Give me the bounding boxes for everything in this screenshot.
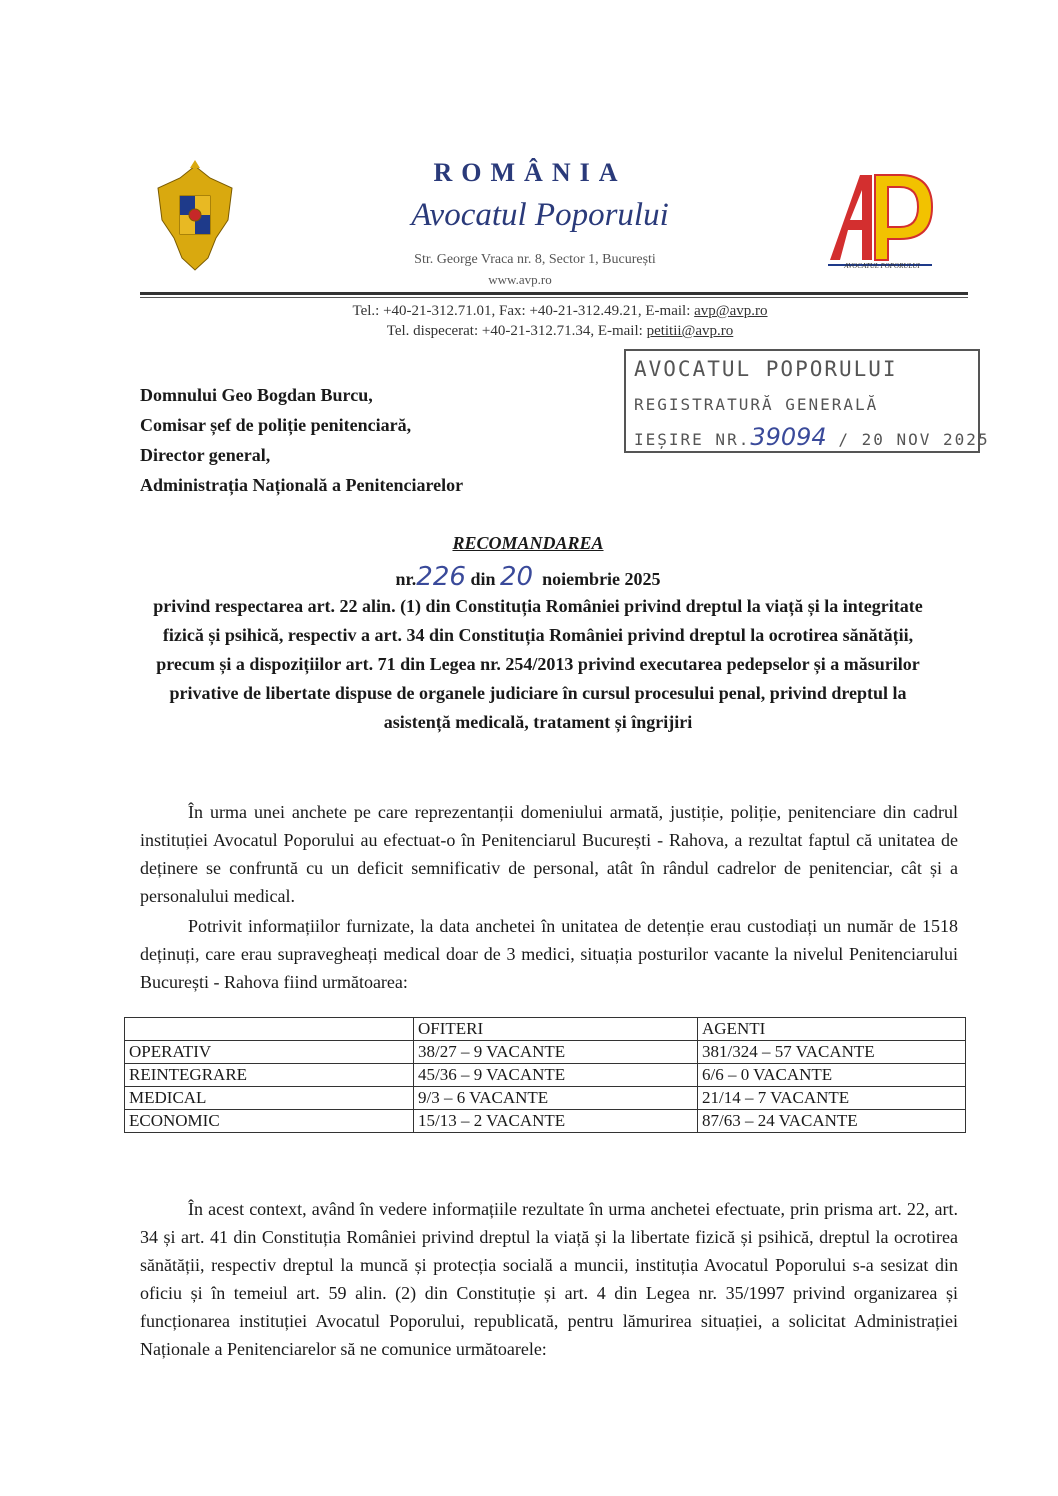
body-paragraph-3: În acest context, având în vedere informațiile rezultate în urma anchetei efectuate, prin prisma art. 22, art. 34 și art. 41 din Constituția României privind dreptul la viață și la libertate fizică și psihică, dreptul la ocrotirea sănătății, respectiv dreptul la muncă și protecția socială a muncii, instituția Avocatul Poporului s-a sesizat din oficiu și în temeiul art. 59 alin. (2) din Constituție și art. 4 din Legea nr. 35/1997 privind organizarea și funcționarea instituției Avocatul Poporului, republicată, pentru lămurirea situației, a solicitat Administrației Naționale a Penitenciarelor să ne comunice următoarele: [140, 1199, 958, 1359]
logo-caption: AVOCATUL POPORULUI [844, 262, 920, 270]
table-header-cell [125, 1018, 414, 1041]
table-cell: OPERATIV [125, 1041, 414, 1064]
table-cell: 6/6 – 0 VACANTE [698, 1064, 966, 1087]
stamp-exit-number: IEȘIRE NR.39094 / 20 NOV 2025 [634, 423, 990, 451]
contact-email-link[interactable]: avp@avp.ro [694, 303, 768, 319]
table-cell: ECONOMIC [125, 1110, 414, 1133]
table-header-row [125, 1018, 966, 1041]
addressee-institution: Administrația Națională a Penitenciarelor [140, 475, 464, 495]
header-divider [140, 292, 968, 295]
table-cell: REINTEGRARE [125, 1064, 414, 1087]
document-subject: privind respectarea art. 22 alin. (1) din Constituția României privind dreptul la viață și la integritate fizică și psihică, respectiv a art. 34 din Constituția României privind dreptul la ocrotirea sănătății, precum și a dispozițiilor art. 71 din Legea nr. 254/2013 privind executarea pedepselor și a măsurilor privative de libertate dispuse de organele judiciare în cursul procesului penal, privind dreptul la asistență medicală, tratament și îngrijiri [153, 596, 923, 732]
table-row [125, 1087, 966, 1110]
country-name: ROMÂNIA [433, 158, 627, 187]
contact-dispatch-phone: Tel. dispecerat: +40-21-312.71.34, E-mail: [386, 323, 647, 339]
table-row [125, 1041, 966, 1064]
body-paragraph-1: În urma unei anchete pe care reprezentanții domeniului armată, justiție, poliție, penitenciare din cadrul instituției Avocatul Poporului au efectuat-o în Penitenciarul București - Rahova, a rezultat faptul că unitatea de deținere se confruntă cu un deficit semnificativ de personal, atât în rândul cadrelor de penitenciar, cât și a personalului medical. [140, 802, 958, 906]
table-cell: 87/63 – 24 VACANTE [698, 1110, 966, 1133]
stamp-date: 20 NOV 2025 [861, 430, 990, 449]
addressee-position: Director general, [140, 445, 271, 465]
table-cell: 9/3 – 6 VACANTE [414, 1087, 698, 1110]
institution-address: Str. George Vraca nr. 8, Sector 1, București [414, 252, 656, 267]
registry-stamp [624, 349, 990, 453]
addressee-name: Domnului Geo Bogdan Burcu, [140, 385, 373, 405]
contact-line-2 [240, 323, 880, 340]
stamp-registry: REGISTRATURĂ GENERALĂ [634, 395, 879, 414]
table-header-cell: OFITERI [414, 1018, 698, 1041]
addressee-block [140, 380, 463, 500]
body-paragraph-2: Potrivit informațiilor furnizate, la data anchetei în unitatea de detenție erau custodiați un număr de 1518 deținuți, care erau supravegheați medical doar de 3 medici, situația posturilor vacante la nivelul Penitenciarului București - Rahova fiind următoarea: [140, 916, 958, 992]
handwritten-number: 226 [416, 562, 466, 592]
institution-name: Avocatul Poporului [411, 197, 669, 233]
institution-website: www.avp.ro [488, 272, 552, 287]
stamp-institution: AVOCATUL POPORULUI [634, 357, 898, 381]
header-divider-thin [140, 297, 968, 298]
avocatul-poporului-logo-icon [820, 165, 940, 275]
table-row [125, 1064, 966, 1087]
romania-coat-of-arms-icon [150, 158, 240, 278]
table-cell: 38/27 – 9 VACANTE [414, 1041, 698, 1064]
document-title: RECOMANDAREA [452, 533, 604, 553]
petition-email-link[interactable]: petitii@avp.ro [646, 323, 734, 339]
table-row [125, 1110, 966, 1133]
stamp-handwritten-number: 39094 [750, 423, 827, 451]
contact-line-1 [240, 303, 880, 320]
contact-phone-fax: Tel.: +40-21-312.71.01, Fax: +40-21-312.49.21, E-mail: [352, 303, 695, 319]
table-cell: 21/14 – 7 VACANTE [698, 1087, 966, 1110]
addressee-rank: Comisar șef de poliție penitenciară, [140, 415, 412, 435]
table-cell: 381/324 – 57 VACANTE [698, 1041, 966, 1064]
handwritten-day: 20 [499, 562, 534, 592]
table-cell: MEDICAL [125, 1087, 414, 1110]
document-number-line: nr.226 din 20 noiembrie 2025 [395, 562, 661, 592]
vacancies-table [124, 1017, 966, 1133]
table-header-cell: AGENTI [698, 1018, 966, 1041]
table-cell: 45/36 – 9 VACANTE [414, 1064, 698, 1087]
table-cell: 15/13 – 2 VACANTE [414, 1110, 698, 1133]
